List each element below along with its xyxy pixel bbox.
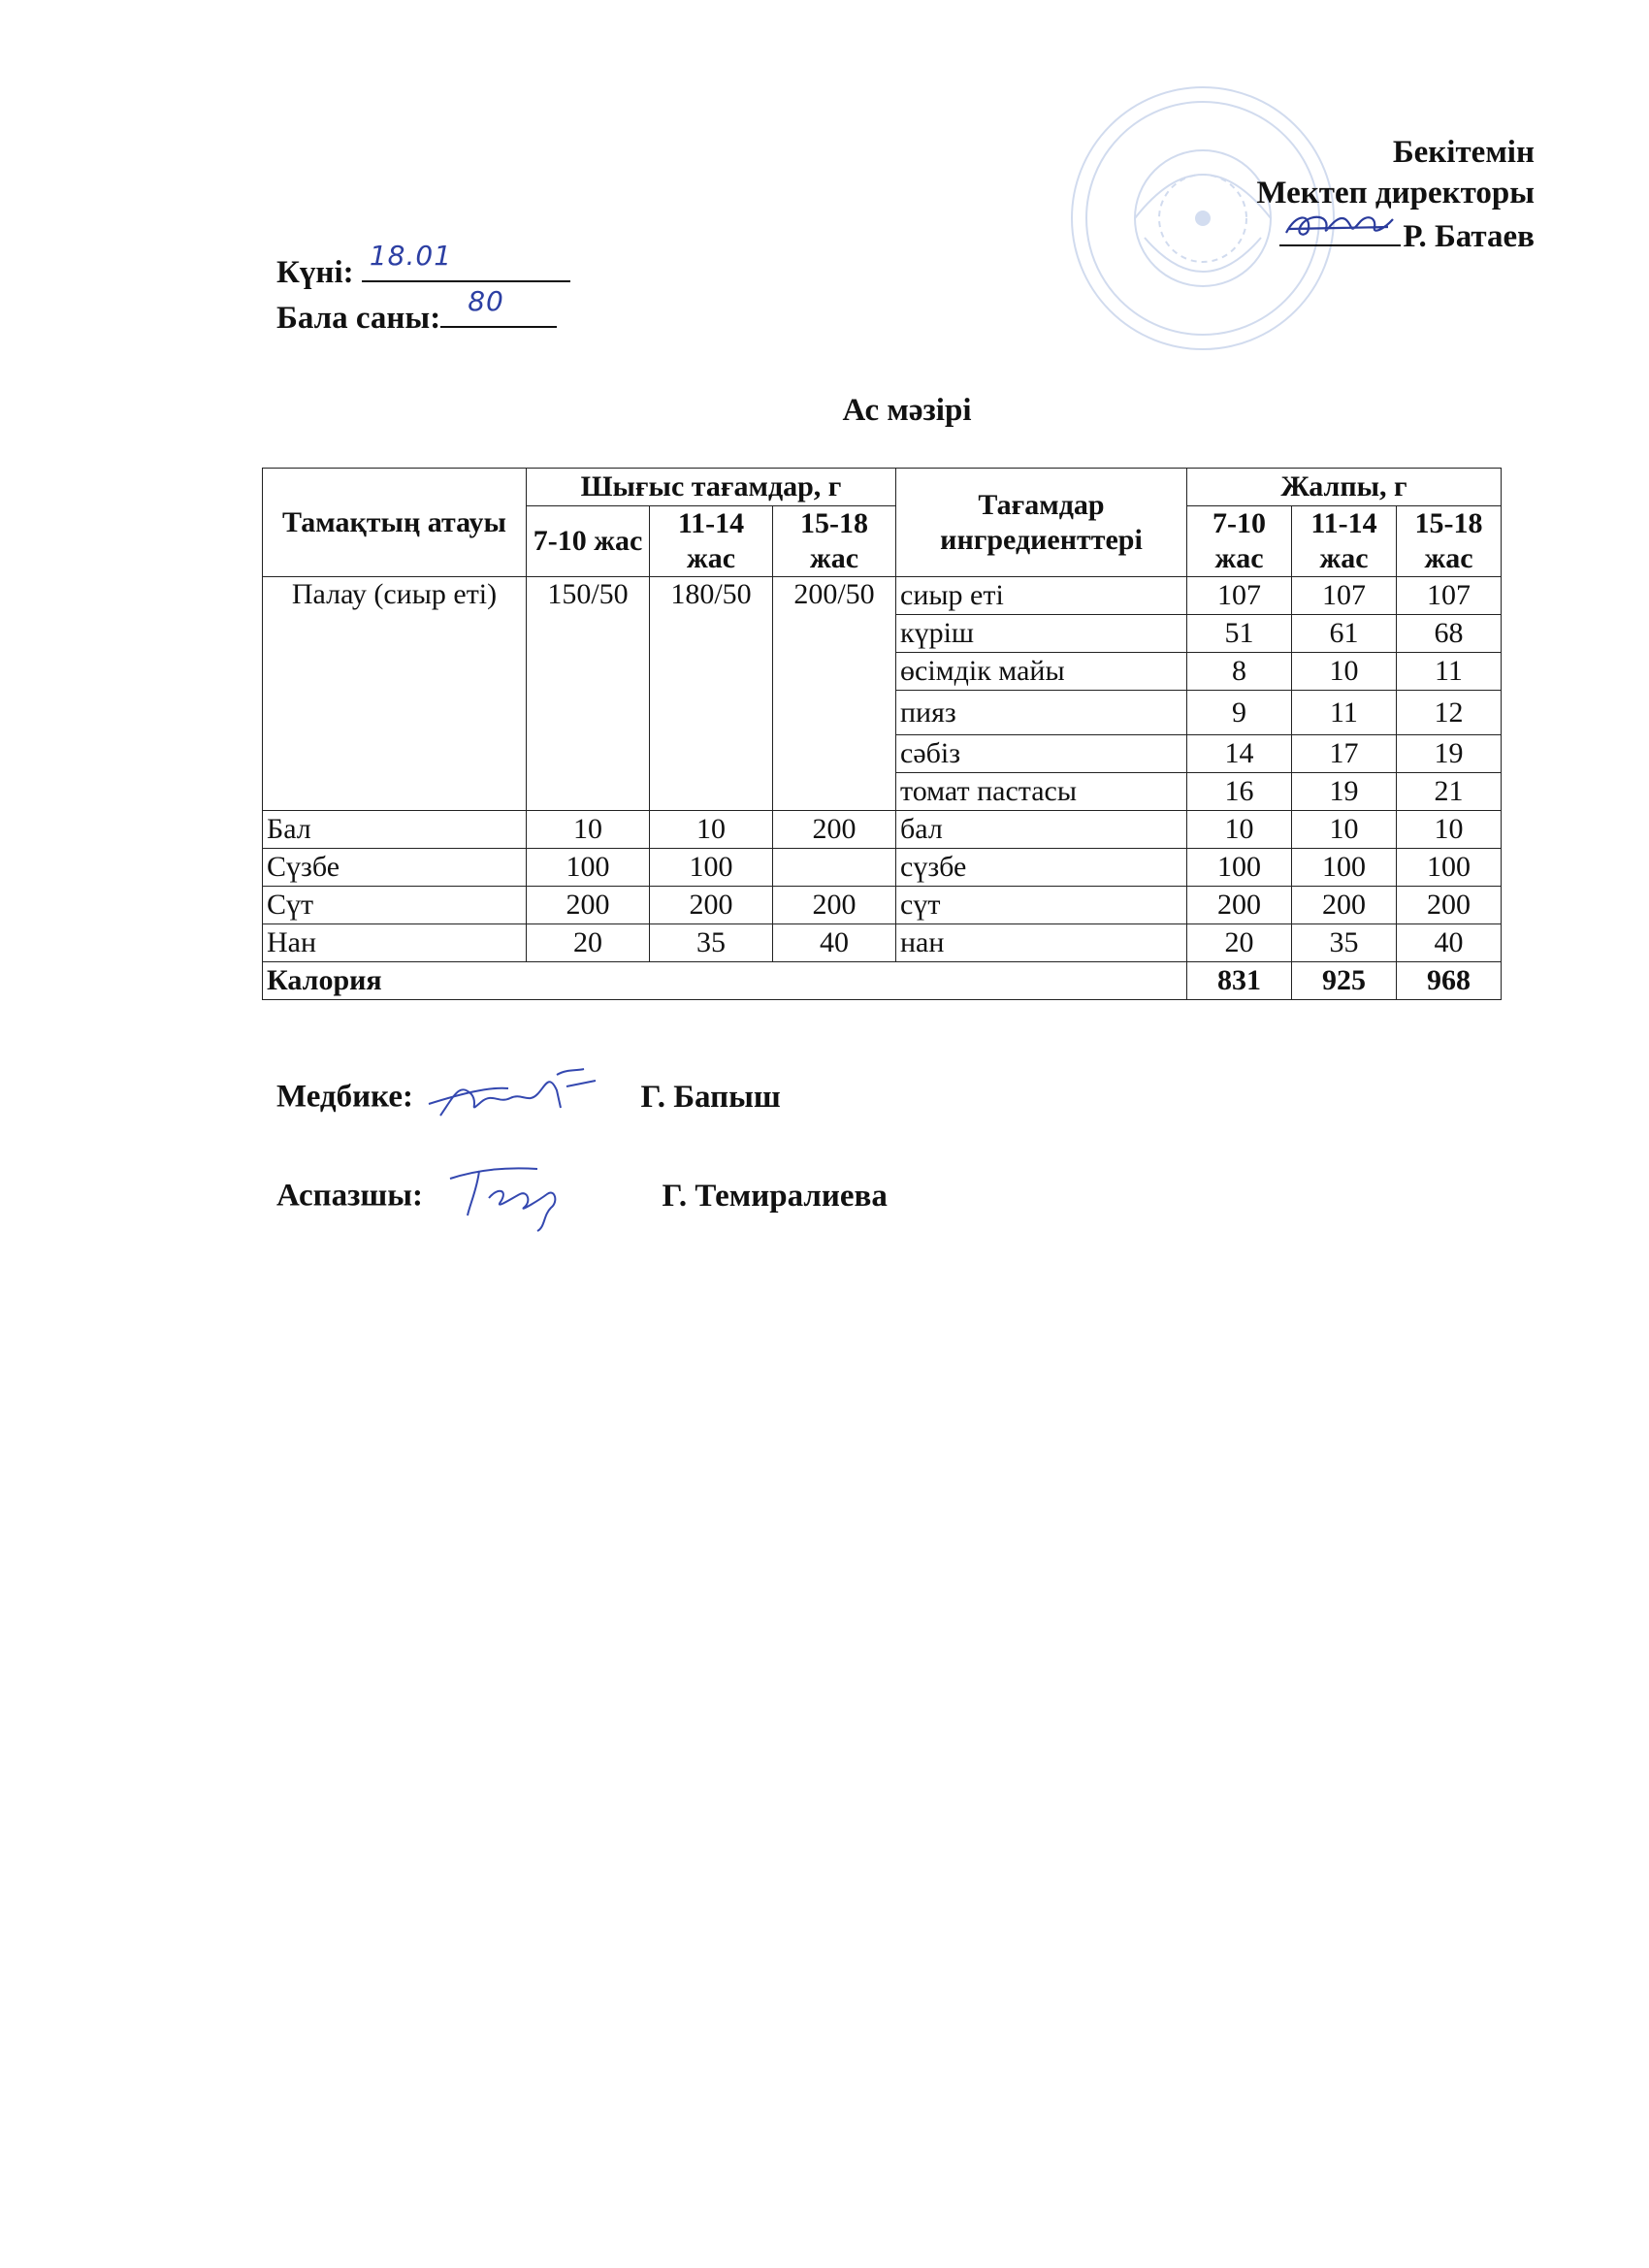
ingredient-value: 10 [1187, 811, 1292, 849]
main-dish-name: Палау (сиыр еті) [263, 577, 527, 811]
header-portion-age-3: 15-18 жас [773, 506, 896, 577]
ingredient-value: 200 [1397, 887, 1502, 924]
table-row [263, 924, 1502, 962]
ingredient-name: сиыр еті [896, 577, 1187, 615]
dish-portion: 40 [773, 924, 896, 962]
header-portion-age-1: 7-10 жас [527, 506, 650, 577]
ingredient-value: 16 [1187, 773, 1292, 811]
cook-signature [431, 1159, 625, 1237]
ingredient-name: бал [896, 811, 1187, 849]
dish-portion: 100 [527, 849, 650, 887]
dish-name: Бал [263, 811, 527, 849]
count-field [440, 285, 557, 328]
ingredient-value: 10 [1397, 811, 1502, 849]
date-field [362, 240, 570, 282]
approval-heading: Бекітемін [1392, 135, 1535, 170]
ingredient-name: томат пастасы [896, 773, 1187, 811]
ingredient-value: 21 [1397, 773, 1502, 811]
dish-portion: 10 [650, 811, 773, 849]
calories-row [263, 962, 1502, 1000]
ingredient-value: 107 [1187, 577, 1292, 615]
date-label: Күні: [276, 255, 354, 290]
ingredient-name: сүзбе [896, 849, 1187, 887]
ingredient-name: өсімдік майы [896, 653, 1187, 691]
dish-portion: 35 [650, 924, 773, 962]
ingredient-value: 11 [1397, 653, 1502, 691]
dish-portion: 10 [527, 811, 650, 849]
header-total-age-2: 11-14 жас [1292, 506, 1397, 577]
ingredient-value: 9 [1187, 691, 1292, 735]
menu-meta [276, 240, 570, 341]
ingredient-value: 10 [1292, 811, 1397, 849]
nurse-signature [421, 1065, 615, 1133]
dish-name: Нан [263, 924, 527, 962]
dish-portion: 200 [773, 887, 896, 924]
ingredient-value: 11 [1292, 691, 1397, 735]
approval-signature-line [1256, 213, 1535, 257]
ingredient-value: 19 [1292, 773, 1397, 811]
dish-portion: 20 [527, 924, 650, 962]
date-handwritten-value: 18.01 [369, 240, 453, 272]
main-dish-portion: 200/50 [773, 577, 896, 811]
count-handwritten-value: 80 [468, 285, 504, 317]
dish-portion [773, 849, 896, 887]
table-row [263, 887, 1502, 924]
ingredient-name: пияз [896, 691, 1187, 735]
nurse-signature-row [276, 1065, 781, 1133]
cook-name: Г. Темиралиева [662, 1178, 888, 1214]
ingredient-value: 100 [1397, 849, 1502, 887]
header-ingredients: Тағамдар ингредиенттері [896, 469, 1187, 577]
ingredient-value: 100 [1292, 849, 1397, 887]
menu-table [262, 468, 1502, 1000]
ingredient-value: 200 [1292, 887, 1397, 924]
table-row [263, 811, 1502, 849]
ingredient-value: 200 [1187, 887, 1292, 924]
table-row [263, 849, 1502, 887]
dish-portion: 200 [650, 887, 773, 924]
director-name: Р. Батаев [1403, 219, 1535, 254]
nurse-label: Медбике: [276, 1079, 413, 1115]
ingredient-value: 107 [1292, 577, 1397, 615]
header-dish: Тамақтың атауы [263, 469, 527, 577]
director-signature [1279, 213, 1401, 246]
table-row [263, 577, 1502, 615]
ingredient-name: нан [896, 924, 1187, 962]
ingredient-value: 35 [1292, 924, 1397, 962]
calories-label: Калория [263, 962, 1187, 1000]
ingredient-value: 40 [1397, 924, 1502, 962]
date-row [276, 240, 570, 296]
ingredient-value: 19 [1397, 735, 1502, 773]
ingredient-value: 14 [1187, 735, 1292, 773]
ingredient-value: 107 [1397, 577, 1502, 615]
header-portion: Шығыс тағамдар, г [527, 469, 896, 506]
calories-value: 925 [1292, 962, 1397, 1000]
header-total: Жалпы, г [1187, 469, 1502, 506]
ingredient-value: 20 [1187, 924, 1292, 962]
ingredient-value: 8 [1187, 653, 1292, 691]
count-row [276, 285, 570, 341]
ingredient-value: 61 [1292, 615, 1397, 653]
ingredient-value: 100 [1187, 849, 1292, 887]
header-portion-age-2: 11-14 жас [650, 506, 773, 577]
dish-name: Сүт [263, 887, 527, 924]
header-total-age-1: 7-10 жас [1187, 506, 1292, 577]
ingredient-value: 12 [1397, 691, 1502, 735]
dish-portion: 100 [650, 849, 773, 887]
nurse-name: Г. Бапыш [640, 1079, 781, 1115]
cook-signature-row [276, 1159, 888, 1237]
ingredient-name: күріш [896, 615, 1187, 653]
ingredient-value: 17 [1292, 735, 1397, 773]
count-label: Бала саны: [276, 301, 441, 336]
ingredient-value: 51 [1187, 615, 1292, 653]
cook-label: Аспазшы: [276, 1178, 424, 1214]
ingredient-name: сүт [896, 887, 1187, 924]
approval-block [1256, 132, 1535, 257]
header-total-age-3: 15-18 жас [1397, 506, 1502, 577]
ingredient-value: 10 [1292, 653, 1397, 691]
dish-name: Сүзбе [263, 849, 527, 887]
dish-portion: 200 [773, 811, 896, 849]
calories-value: 831 [1187, 962, 1292, 1000]
calories-value: 968 [1397, 962, 1502, 1000]
main-dish-portion: 150/50 [527, 577, 650, 811]
main-dish-portion: 180/50 [650, 577, 773, 811]
approval-position: Мектеп директоры [1256, 176, 1535, 211]
ingredient-value: 68 [1397, 615, 1502, 653]
page-title: Ас мәзірі [842, 393, 972, 428]
ingredient-name: сәбіз [896, 735, 1187, 773]
dish-portion: 200 [527, 887, 650, 924]
table-header-row [263, 469, 1502, 506]
